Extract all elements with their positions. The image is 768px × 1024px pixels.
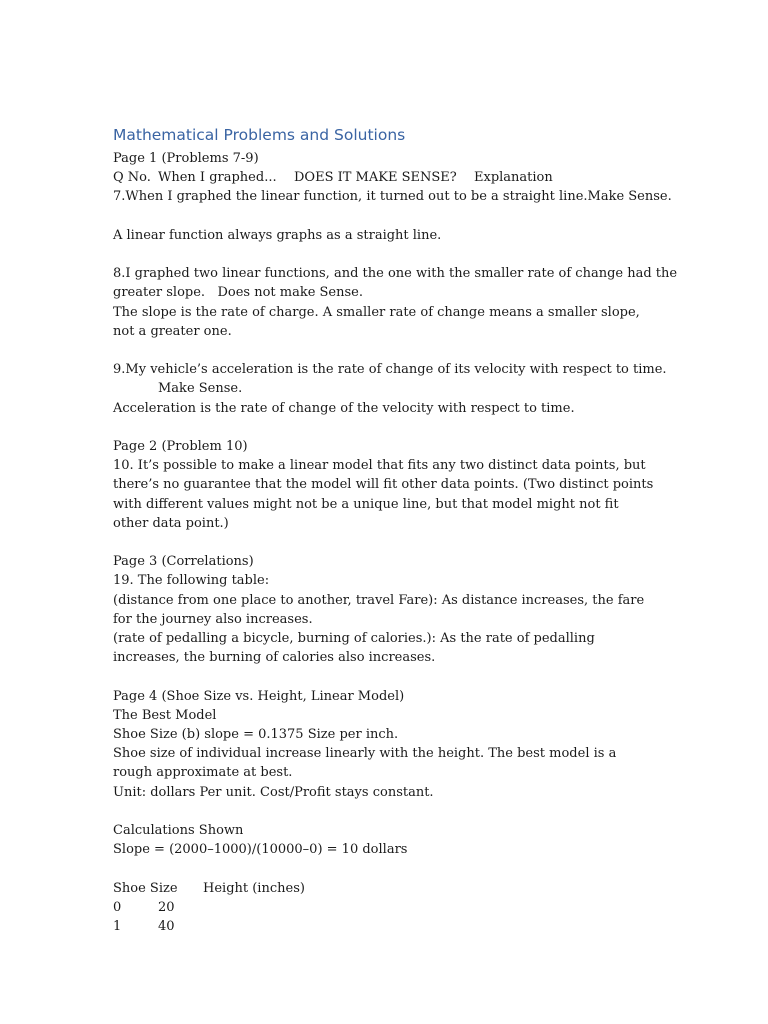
question-8-explanation: The slope is the rate of charge. A smaller rate of change means a smaller slope, not a greater one. [113,304,640,339]
table-row [113,917,658,936]
table-row [113,898,658,917]
header-does-it-make-sense: DOES IT MAKE SENSE? [294,170,457,186]
document-page [113,124,678,936]
question-8-number: 8. [113,266,126,282]
question-9 [113,360,667,379]
question-7 [113,187,672,206]
unit-statement: Unit: dollars Per unit. Cost/Profit stays constant. [113,784,434,800]
shoe-size-explanation: Shoe size of individual increase linearly with the height. The best model is a rough approximate at best. [113,746,617,781]
page1-heading: Page 1 (Problems 7-9) [113,151,259,166]
question-9-verdict: Make Sense. [158,381,243,397]
page4-heading: Page 4 (Shoe Size vs. Height, Linear Model) [113,688,405,704]
header-qno: Q No. [113,170,151,186]
problem-10-text: 10. It’s possible to make a linear model that fits any two distinct data points, but there’s no guarantee that the model will fit other data points. (Two distinct points with different values might not be a unique line, but that model might not fit other data point.) [113,458,654,531]
calculations-heading: Calculations Shown [113,823,244,838]
question-7-text: When I graphed the linear function, it turned out to be a straight line.Make Sense. [125,189,672,205]
header-explanation: Explanation [474,170,553,186]
page1-table-header [113,168,658,187]
shoe-table-header [113,879,658,898]
problem-19-intro: 19. The following table: [113,573,270,589]
question-8-text-line2: greater slope. Does not make Sense. [113,285,363,301]
height-cell: 40 [158,919,175,934]
height-header: Height (inches) [203,880,305,896]
question-8 [113,264,678,283]
question-9-explanation: Acceleration is the rate of change of the velocity with respect to time. [113,400,575,416]
header-when-graphed: When I graphed... [158,170,277,186]
page3-heading: Page 3 (Correlations) [113,554,254,570]
question-8-text-line1: I graphed two linear functions, and the one with the smaller rate of change had the [125,266,678,282]
shoe-size-cell: 1 [113,919,122,934]
correlation-item-1: (distance from one place to another, travel Fare): As distance increases, the fare for the journey also increases. [113,592,645,627]
correlation-item-2: (rate of pedalling a bicycle, burning of calories.): As the rate of pedalling increases, the burning of calories also increases. [113,631,595,666]
slope-statement: Shoe Size (b) slope = 0.1375 Size per inch. [113,727,399,742]
document-title: Mathematical Problems and Solutions [113,126,406,144]
slope-calculation: Slope = (2000–1000)/(10000–0) = 10 dollars [113,842,408,858]
shoe-size-cell: 0 [113,899,122,915]
question-9-number: 9. [113,362,126,378]
best-model-label: The Best Model [113,707,217,723]
question-7-number: 7. [113,189,126,205]
question-9-text: My vehicle’s acceleration is the rate of change of its velocity with respect to time. [125,362,667,378]
height-cell: 20 [158,899,175,915]
shoe-size-header: Shoe Size [113,880,178,896]
question-7-explanation: A linear function always graphs as a straight line. [113,227,442,243]
page2-heading: Page 2 (Problem 10) [113,438,248,454]
